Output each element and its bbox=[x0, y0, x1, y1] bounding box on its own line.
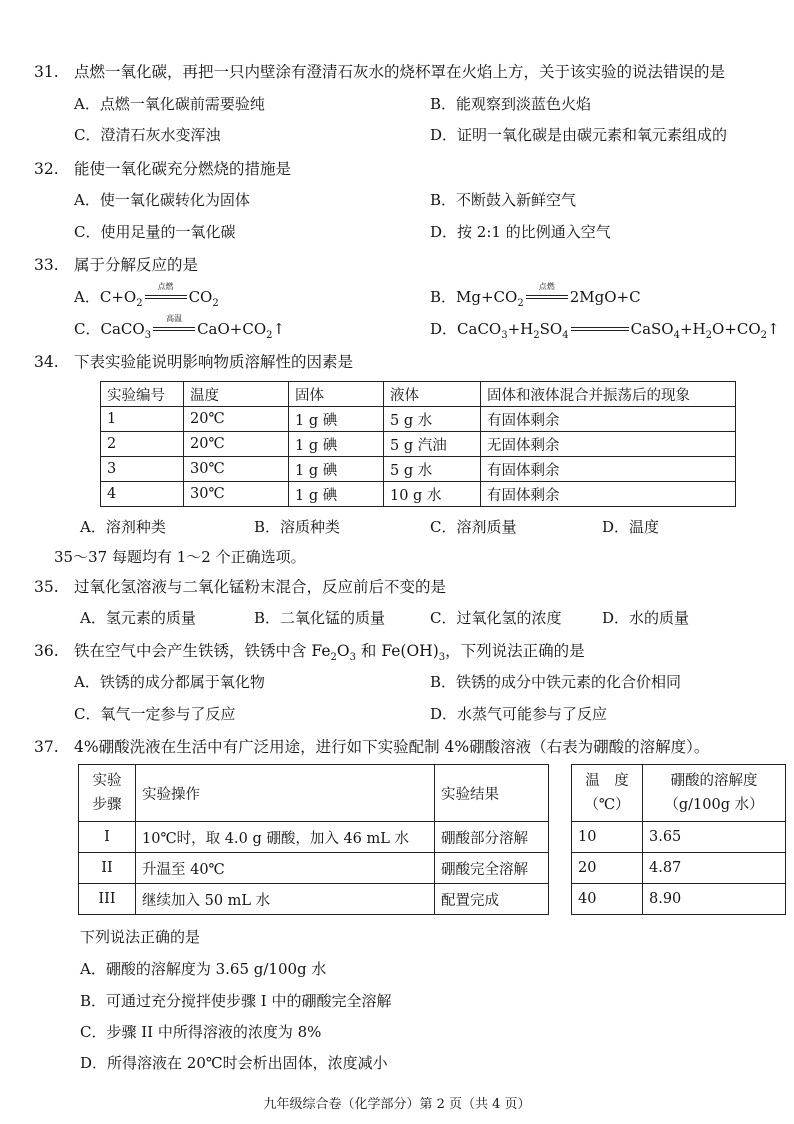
question-33 bbox=[34, 253, 198, 275]
option-d: D．温度 bbox=[602, 518, 660, 536]
question-stem: 4%硼酸洗液在生活中有广泛用途，进行如下实验配制 4%硼酸溶液（右表为硼酸的溶解度）。 bbox=[74, 738, 710, 756]
table-cell: 20 bbox=[572, 853, 643, 884]
table-cell: 4.87 bbox=[643, 853, 786, 884]
column-header: 温 度 （℃） bbox=[572, 765, 643, 822]
column-header: 实验结果 bbox=[435, 765, 549, 822]
question-stem: 过氧化氢溶液与二氧化锰粉末混合，反应前后不变的是 bbox=[74, 578, 447, 596]
option-b: B．$Mg+CO_2$ 点燃 2MgO+C bbox=[430, 282, 641, 309]
table-cell: 1 bbox=[101, 407, 184, 432]
reactant: $C+O_2$ bbox=[99, 288, 143, 309]
option-c: C．溶剂质量 bbox=[430, 518, 517, 536]
product: $CaO+CO_2↑$ bbox=[197, 320, 286, 341]
reaction-equals-sign bbox=[571, 322, 629, 334]
table-header-row bbox=[79, 765, 549, 822]
question-number: 36. bbox=[34, 642, 59, 660]
table-cell: 有固体剩余 bbox=[481, 482, 736, 507]
table-cell: 5 g 水 bbox=[384, 457, 481, 482]
option-d: D．$CaCO_3+H_2SO_4$ $CaSO_4+H_2O+CO_2↑$ bbox=[430, 320, 780, 341]
table-cell: 40 bbox=[572, 884, 643, 915]
question-number: 33. bbox=[34, 256, 59, 274]
table-cell: 4 bbox=[101, 482, 184, 507]
option-d: D．所得溶液在 20℃时会析出固体，浓度减小 bbox=[80, 1054, 388, 1072]
table-row bbox=[572, 884, 786, 915]
boric-acid-procedure-table bbox=[78, 764, 549, 915]
option-c: C．步骤 II 中所得溶液的浓度为 8% bbox=[80, 1023, 322, 1041]
option-d: D．水蒸气可能参与了反应 bbox=[430, 705, 608, 723]
table-cell: 5 g 水 bbox=[384, 407, 481, 432]
question-stem: 点燃一氧化碳，再把一只内壁涂有澄清石灰水的烧杯罩在火焰上方，关于该实验的说法错误的是 bbox=[74, 63, 726, 81]
option-a: A．氢元素的质量 bbox=[80, 609, 196, 627]
table-row bbox=[572, 853, 786, 884]
question-number: 31. bbox=[34, 63, 59, 81]
table-cell: 升温至 40℃ bbox=[136, 853, 435, 884]
table-cell: 8.90 bbox=[643, 884, 786, 915]
column-header: 液体 bbox=[384, 382, 481, 407]
reaction-equals-sign bbox=[153, 314, 195, 334]
reactant: $Mg+CO_2$ bbox=[456, 288, 524, 309]
table-cell: 20℃ bbox=[184, 407, 289, 432]
option-b: B．可通过充分搅拌使步骤 I 中的硼酸完全溶解 bbox=[80, 992, 392, 1010]
option-c: C．过氧化氢的浓度 bbox=[430, 609, 562, 627]
sub-question-stem: 下列说法正确的是 bbox=[80, 928, 201, 946]
question-number: 32. bbox=[34, 160, 59, 178]
option-a: A．点燃一氧化碳前需要验纯 bbox=[74, 95, 265, 113]
option-b: B．二氧化锰的质量 bbox=[254, 609, 386, 627]
table-cell: II bbox=[79, 853, 136, 884]
table-cell: 20℃ bbox=[184, 432, 289, 457]
option-a: A．硼酸的溶解度为 3.65 g/100g 水 bbox=[80, 960, 327, 978]
table-row bbox=[101, 457, 736, 482]
question-number: 34. bbox=[34, 353, 59, 371]
table-header-row bbox=[101, 382, 736, 407]
column-header: 实验编号 bbox=[101, 382, 184, 407]
table-cell: 5 g 汽油 bbox=[384, 432, 481, 457]
product: 2MgO+C bbox=[569, 288, 641, 306]
table-cell: 有固体剩余 bbox=[481, 407, 736, 432]
reactant: CaCO$_3$ bbox=[100, 320, 152, 341]
question-34 bbox=[34, 350, 353, 372]
option-d: D．按 2:1 的比例通入空气 bbox=[430, 223, 611, 241]
table-row bbox=[79, 884, 549, 915]
option-d: D．水的质量 bbox=[602, 609, 690, 627]
option-b: B．溶质种类 bbox=[254, 518, 341, 536]
question-stem: 能使一氧化碳充分燃烧的措施是 bbox=[74, 160, 292, 178]
table-cell: 硼酸完全溶解 bbox=[435, 853, 549, 884]
reaction-condition: 点燃 bbox=[538, 282, 555, 291]
reactant: $CaCO_3+H_2SO_4$ bbox=[457, 320, 569, 341]
solubility-experiment-table bbox=[100, 381, 736, 507]
question-stem: 铁在空气中会产生铁锈，铁锈中含 $Fe_2O_3$ 和 $Fe(OH)_3$，下列说法正确的是 bbox=[74, 642, 585, 664]
table-cell: 1 g 碘 bbox=[289, 432, 384, 457]
table-cell: III bbox=[79, 884, 136, 915]
table-cell: 1 g 碘 bbox=[289, 482, 384, 507]
column-header: 固体 bbox=[289, 382, 384, 407]
table-cell: 有固体剩余 bbox=[481, 457, 736, 482]
option-b: B．不断鼓入新鲜空气 bbox=[430, 191, 577, 209]
option-a: A．$C+O_2$ 点燃 $CO_2$ bbox=[74, 282, 219, 309]
question-stem: 属于分解反应的是 bbox=[74, 256, 199, 274]
option-c: C．氧气一定参与了反应 bbox=[74, 705, 236, 723]
table-cell: I bbox=[79, 822, 136, 853]
option-b: B．能观察到淡蓝色火焰 bbox=[430, 95, 592, 113]
table-cell: 1 g 碘 bbox=[289, 457, 384, 482]
table-cell: 无固体剩余 bbox=[481, 432, 736, 457]
question-31 bbox=[34, 60, 725, 82]
product: $CaSO_4+H_2O+CO_2↑$ bbox=[630, 320, 780, 341]
reaction-equals-sign bbox=[526, 282, 568, 302]
table-cell: 30℃ bbox=[184, 482, 289, 507]
section-note: 35～37 每题均有 1～2 个正确选项。 bbox=[54, 548, 306, 566]
question-35 bbox=[34, 575, 446, 597]
table-row bbox=[101, 407, 736, 432]
column-header: 实验操作 bbox=[136, 765, 435, 822]
product: $CO_2$ bbox=[188, 288, 219, 309]
question-stem: 下表实验能说明影响物质溶解性的因素是 bbox=[74, 353, 354, 371]
table-row bbox=[79, 853, 549, 884]
table-cell: 3 bbox=[101, 457, 184, 482]
question-32 bbox=[34, 157, 291, 179]
table-row bbox=[79, 822, 549, 853]
reaction-equals-sign bbox=[145, 282, 187, 302]
table-cell: 10 g 水 bbox=[384, 482, 481, 507]
table-cell: 继续加入 50 mL 水 bbox=[136, 884, 435, 915]
column-header: 固体和液体混合并振荡后的现象 bbox=[481, 382, 736, 407]
table-row bbox=[101, 432, 736, 457]
table-row bbox=[101, 482, 736, 507]
question-37 bbox=[34, 735, 709, 757]
option-c: C．澄清石灰水变浑浊 bbox=[74, 126, 221, 144]
reaction-condition: 点燃 bbox=[157, 282, 174, 291]
gas-arrow: ↑ bbox=[272, 320, 286, 338]
gas-arrow: ↑ bbox=[767, 320, 780, 338]
table-header-row bbox=[572, 765, 786, 822]
option-a: A．使一氧化碳转化为固体 bbox=[74, 191, 250, 209]
option-a: A．铁锈的成分都属于氧化物 bbox=[74, 673, 265, 691]
table-cell: 3.65 bbox=[643, 822, 786, 853]
column-header: 温度 bbox=[184, 382, 289, 407]
question-number: 35. bbox=[34, 578, 59, 596]
column-header: 实验 步骤 bbox=[79, 765, 136, 822]
reaction-condition: 高温 bbox=[166, 314, 183, 323]
table-cell: 10 bbox=[572, 822, 643, 853]
table-cell: 1 g 碘 bbox=[289, 407, 384, 432]
boric-acid-solubility-table bbox=[571, 764, 786, 915]
table-cell: 硼酸部分溶解 bbox=[435, 822, 549, 853]
option-d: D．证明一氧化碳是由碳元素和氧元素组成的 bbox=[430, 126, 728, 144]
option-c: C．CaCO$_3$ 高温 $CaO+CO_2↑$ bbox=[74, 314, 286, 341]
option-c: C．使用足量的一氧化碳 bbox=[74, 223, 236, 241]
option-b: B．铁锈的成分中铁元素的化合价相同 bbox=[430, 673, 682, 691]
question-36 bbox=[34, 639, 585, 663]
option-a: A．溶剂种类 bbox=[80, 518, 166, 536]
question-number: 37. bbox=[34, 738, 59, 756]
table-cell: 配置完成 bbox=[435, 884, 549, 915]
table-row bbox=[572, 822, 786, 853]
column-header: 硼酸的溶解度 （g/100g 水） bbox=[643, 765, 786, 822]
page-footer: 九年级综合卷（化学部分）第 2 页（共 4 页） bbox=[263, 1097, 531, 1112]
table-cell: 10℃时，取 4.0 g 硼酸，加入 46 mL 水 bbox=[136, 822, 435, 853]
table-cell: 2 bbox=[101, 432, 184, 457]
table-cell: 30℃ bbox=[184, 457, 289, 482]
